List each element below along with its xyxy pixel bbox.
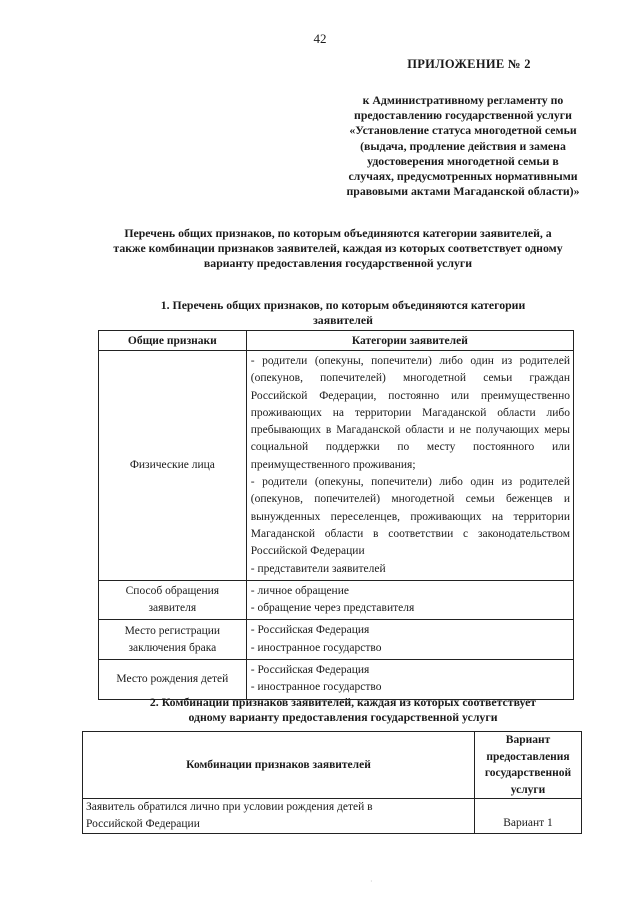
combination-cell	[83, 799, 475, 834]
features-table	[98, 330, 574, 700]
table-row	[83, 799, 582, 834]
section2-heading-line: одному варианту предоставления государственной услуги	[188, 710, 498, 724]
section1-heading-line: 1. Перечень общих признаков, по которым объединяются категории	[160, 298, 526, 312]
category-item: - личное обращение	[250, 584, 349, 597]
feature-cell: Место рождения детей	[99, 660, 247, 700]
category-item: - представители заявителей	[250, 562, 386, 575]
header-variant-line: услуги	[510, 783, 546, 796]
section2-heading	[108, 695, 578, 725]
appendix-subtitle-line: удостоверения многодетной семьи в	[367, 153, 559, 168]
table-header-row	[99, 331, 574, 351]
main-heading-line: также комбинации признаков заявителей, каждая из которых соответствует одному	[113, 241, 563, 256]
category-item: - иностранное государство	[250, 641, 382, 654]
header-variant-line: государственной	[484, 767, 572, 779]
variant-cell: Вариант 1	[475, 799, 582, 834]
header-features: Общие признаки	[99, 331, 247, 351]
header-categories: Категории заявителей	[246, 331, 573, 351]
category-item: - Российская Федерация	[250, 624, 370, 637]
header-variant-line: предоставления	[486, 750, 570, 763]
table-row	[99, 620, 574, 660]
appendix-title: ПРИЛОЖЕНИЕ № 2	[407, 57, 531, 71]
categories-cell	[246, 580, 573, 620]
table-header-row	[83, 732, 582, 799]
combination-line: Российской Федерации	[86, 818, 200, 830]
appendix-subtitle-line: (выдача, продление действия и замена	[360, 138, 566, 153]
section1-heading-line: заявителей	[313, 313, 373, 327]
header-variant-line: Вариант	[505, 734, 551, 746]
header-variant	[475, 732, 582, 799]
scan-speck: ·	[370, 877, 373, 886]
categories-cell	[246, 620, 573, 660]
page-number: 42	[313, 31, 327, 46]
appendix-subtitle-line: правовыми актами Магаданской области)»	[346, 184, 580, 199]
appendix-subtitle	[318, 93, 608, 199]
table-row	[99, 580, 574, 620]
appendix-subtitle-line: к Административному регламенту по	[362, 93, 564, 107]
combinations-table	[82, 731, 582, 834]
main-heading	[88, 226, 588, 272]
category-item: - обращение через представителя	[250, 602, 415, 615]
combination-line: Заявитель обратился лично при условии рождения детей в	[86, 801, 373, 813]
category-item: - Российская Федерация	[250, 664, 370, 677]
appendix-subtitle-line: предоставлению государственной услуги	[354, 108, 572, 123]
categories-cell	[246, 351, 573, 581]
categories-cell	[246, 660, 573, 700]
category-item: - иностранное государство	[250, 681, 382, 694]
main-heading-line: Перечень общих признаков, по которым объединяются категории заявителей, а	[124, 226, 552, 240]
table-row	[99, 660, 574, 700]
appendix-subtitle-line: случаях, предусмотренных нормативными	[348, 169, 578, 184]
main-heading-line: варианту предоставления государственной услуги	[203, 256, 473, 271]
section1-heading	[108, 298, 578, 328]
feature-cell: Место регистрации заключения брака	[99, 620, 247, 660]
feature-cell: Способ обращения заявителя	[99, 580, 247, 620]
feature-cell: Физические лица	[99, 351, 247, 581]
header-combination: Комбинации признаков заявителей	[83, 732, 475, 799]
category-item: - родители (опекуны, попечители) либо один из родителей (опекунов, попечителей) многодетной семьи беженцев и вынужденных переселенцев, проживающих на территории Магаданской области в соответствии с законодательством Российской Федерации	[250, 476, 570, 558]
section2-heading-line: 2. Комбинации признаков заявителей, каждая из которых соответствует	[149, 695, 537, 709]
table-row	[99, 351, 574, 581]
appendix-subtitle-line: «Установление статуса многодетной семьи	[349, 123, 577, 138]
category-item: - родители (опекуны, попечители) либо один из родителей (опекунов, попечителей) многодетной семьи граждан Российской Федерации, постоянно или преимущественно проживающих на территории Магаданской области либо пребывающих в Магаданской области и не получающих меры социальной поддержки по месту постоянного или преимущественного проживания;	[250, 355, 570, 471]
